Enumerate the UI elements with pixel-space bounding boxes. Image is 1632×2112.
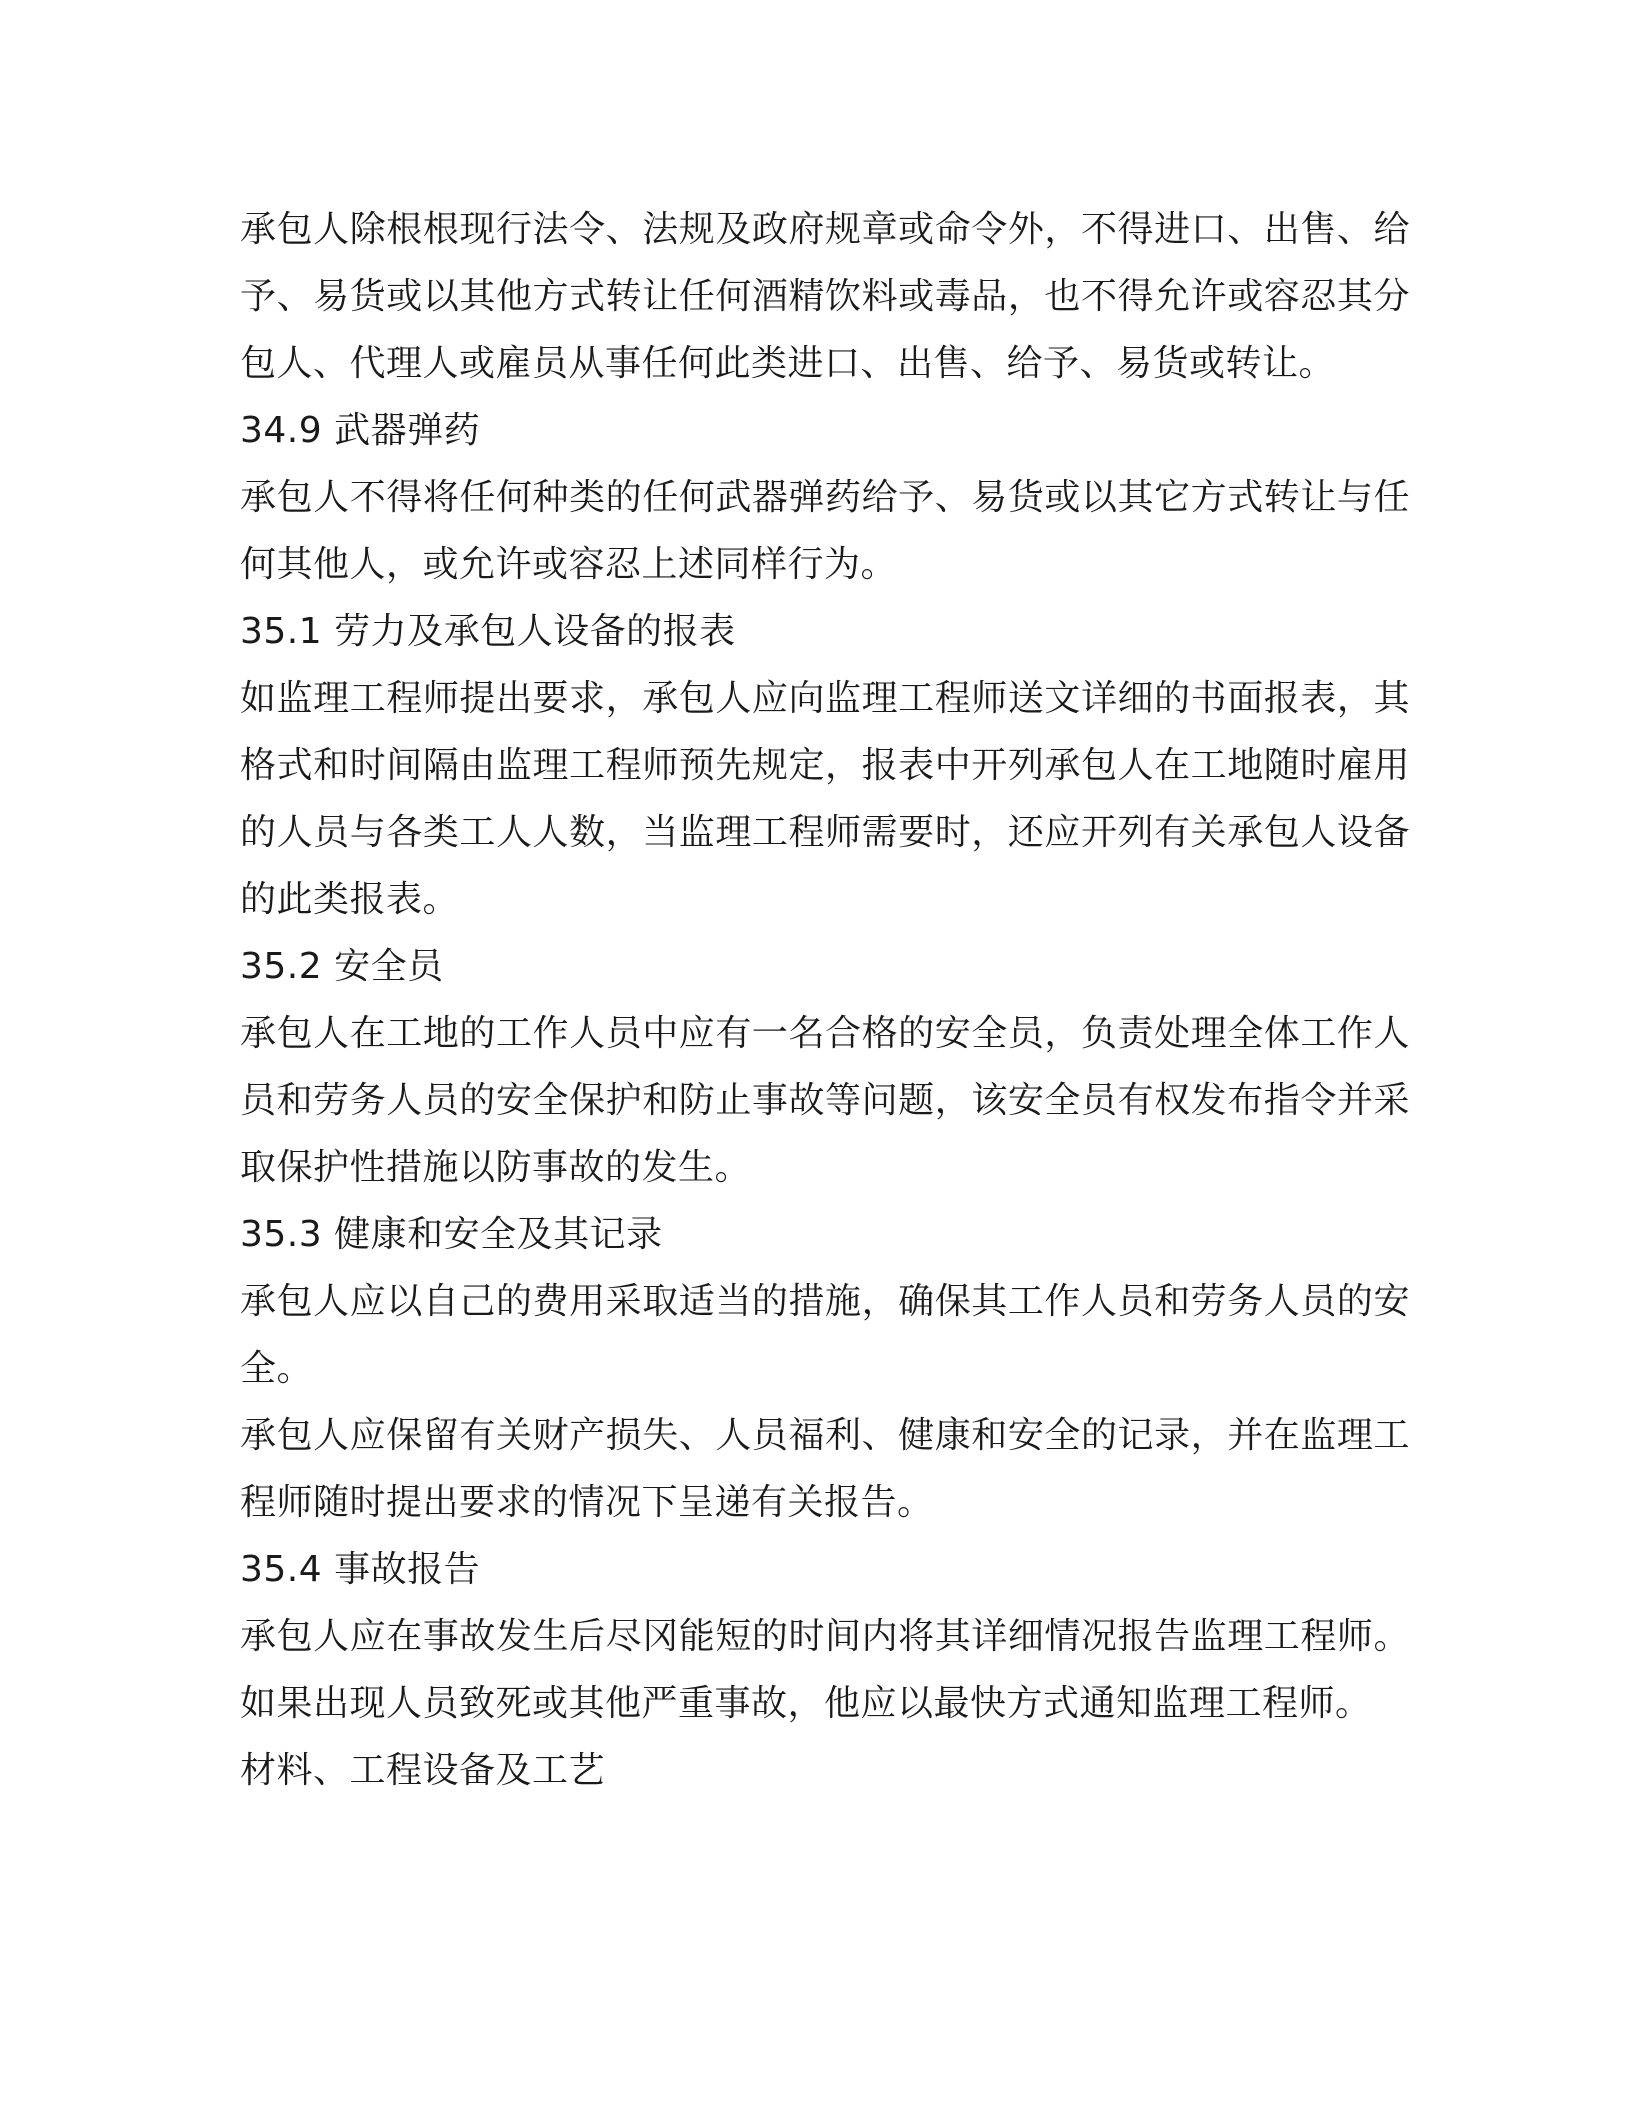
paragraph-health-safety-records: 承包人应保留有关财产损失、人员福利、健康和安全的记录，并在监理工程师随时提出要求的情况下呈递有关报告。: [240, 1415, 1410, 1523]
paragraph-safety-officer: 承包人在工地的工作人员中应有一名合格的安全员，负责处理全体工作人员和劳务人员的安全保护和防止事故等问题，该安全员有权发布指令并采取保护性措施以防事故的发生。: [240, 1013, 1410, 1188]
paragraph-alcohol-drugs: 承包人除根根现行法令、法规及政府规章或命令外，不得进口、出售、给予、易货或以其他方式转让任何酒精饮料或毒品，也不得允许或容忍其分包人、代理人或雇员从事任何此类进口、出售、给予、易货或转让。: [240, 209, 1410, 384]
document-page: [240, 196, 1410, 1804]
heading-35-1-labour-returns: 35.1 劳力及承包人设备的报表: [240, 611, 736, 652]
heading-35-4-accident-reports: 35.4 事故报告: [240, 1549, 481, 1590]
heading-35-3-health-safety: 35.3 健康和安全及其记录: [240, 1214, 663, 1255]
paragraph-weapons: 承包人不得将任何种类的任何武器弹药给予、易货或以其它方式转让与任何其他人，或允许或容忍上述同样行为。: [240, 477, 1410, 585]
paragraph-accident-reports: 承包人应在事故发生后尽冈能短的时间内将其详细情况报告监理工程师。如果出现人员致死或其他严重事故，他应以最快方式通知监理工程师。: [240, 1616, 1410, 1724]
paragraph-labour-returns: 如监理工程师提出要求，承包人应向监理工程师送文详细的书面报表，其格式和时间隔由监理工程师预先规定，报表中开列承包人在工地随时雇用的人员与各类工人人数，当监理工程师需要时，还应开列有关承包人设备的此类报表。: [240, 678, 1410, 920]
heading-materials-plant-workmanship: 材料、工程设备及工艺: [240, 1750, 606, 1791]
paragraph-health-safety-measures: 承包人应以自己的费用采取适当的措施，确保其工作人员和劳务人员的安全。: [240, 1281, 1410, 1389]
heading-34-9-weapons: 34.9 武器弹药: [240, 410, 481, 451]
heading-35-2-safety-officer: 35.2 安全员: [240, 946, 444, 987]
